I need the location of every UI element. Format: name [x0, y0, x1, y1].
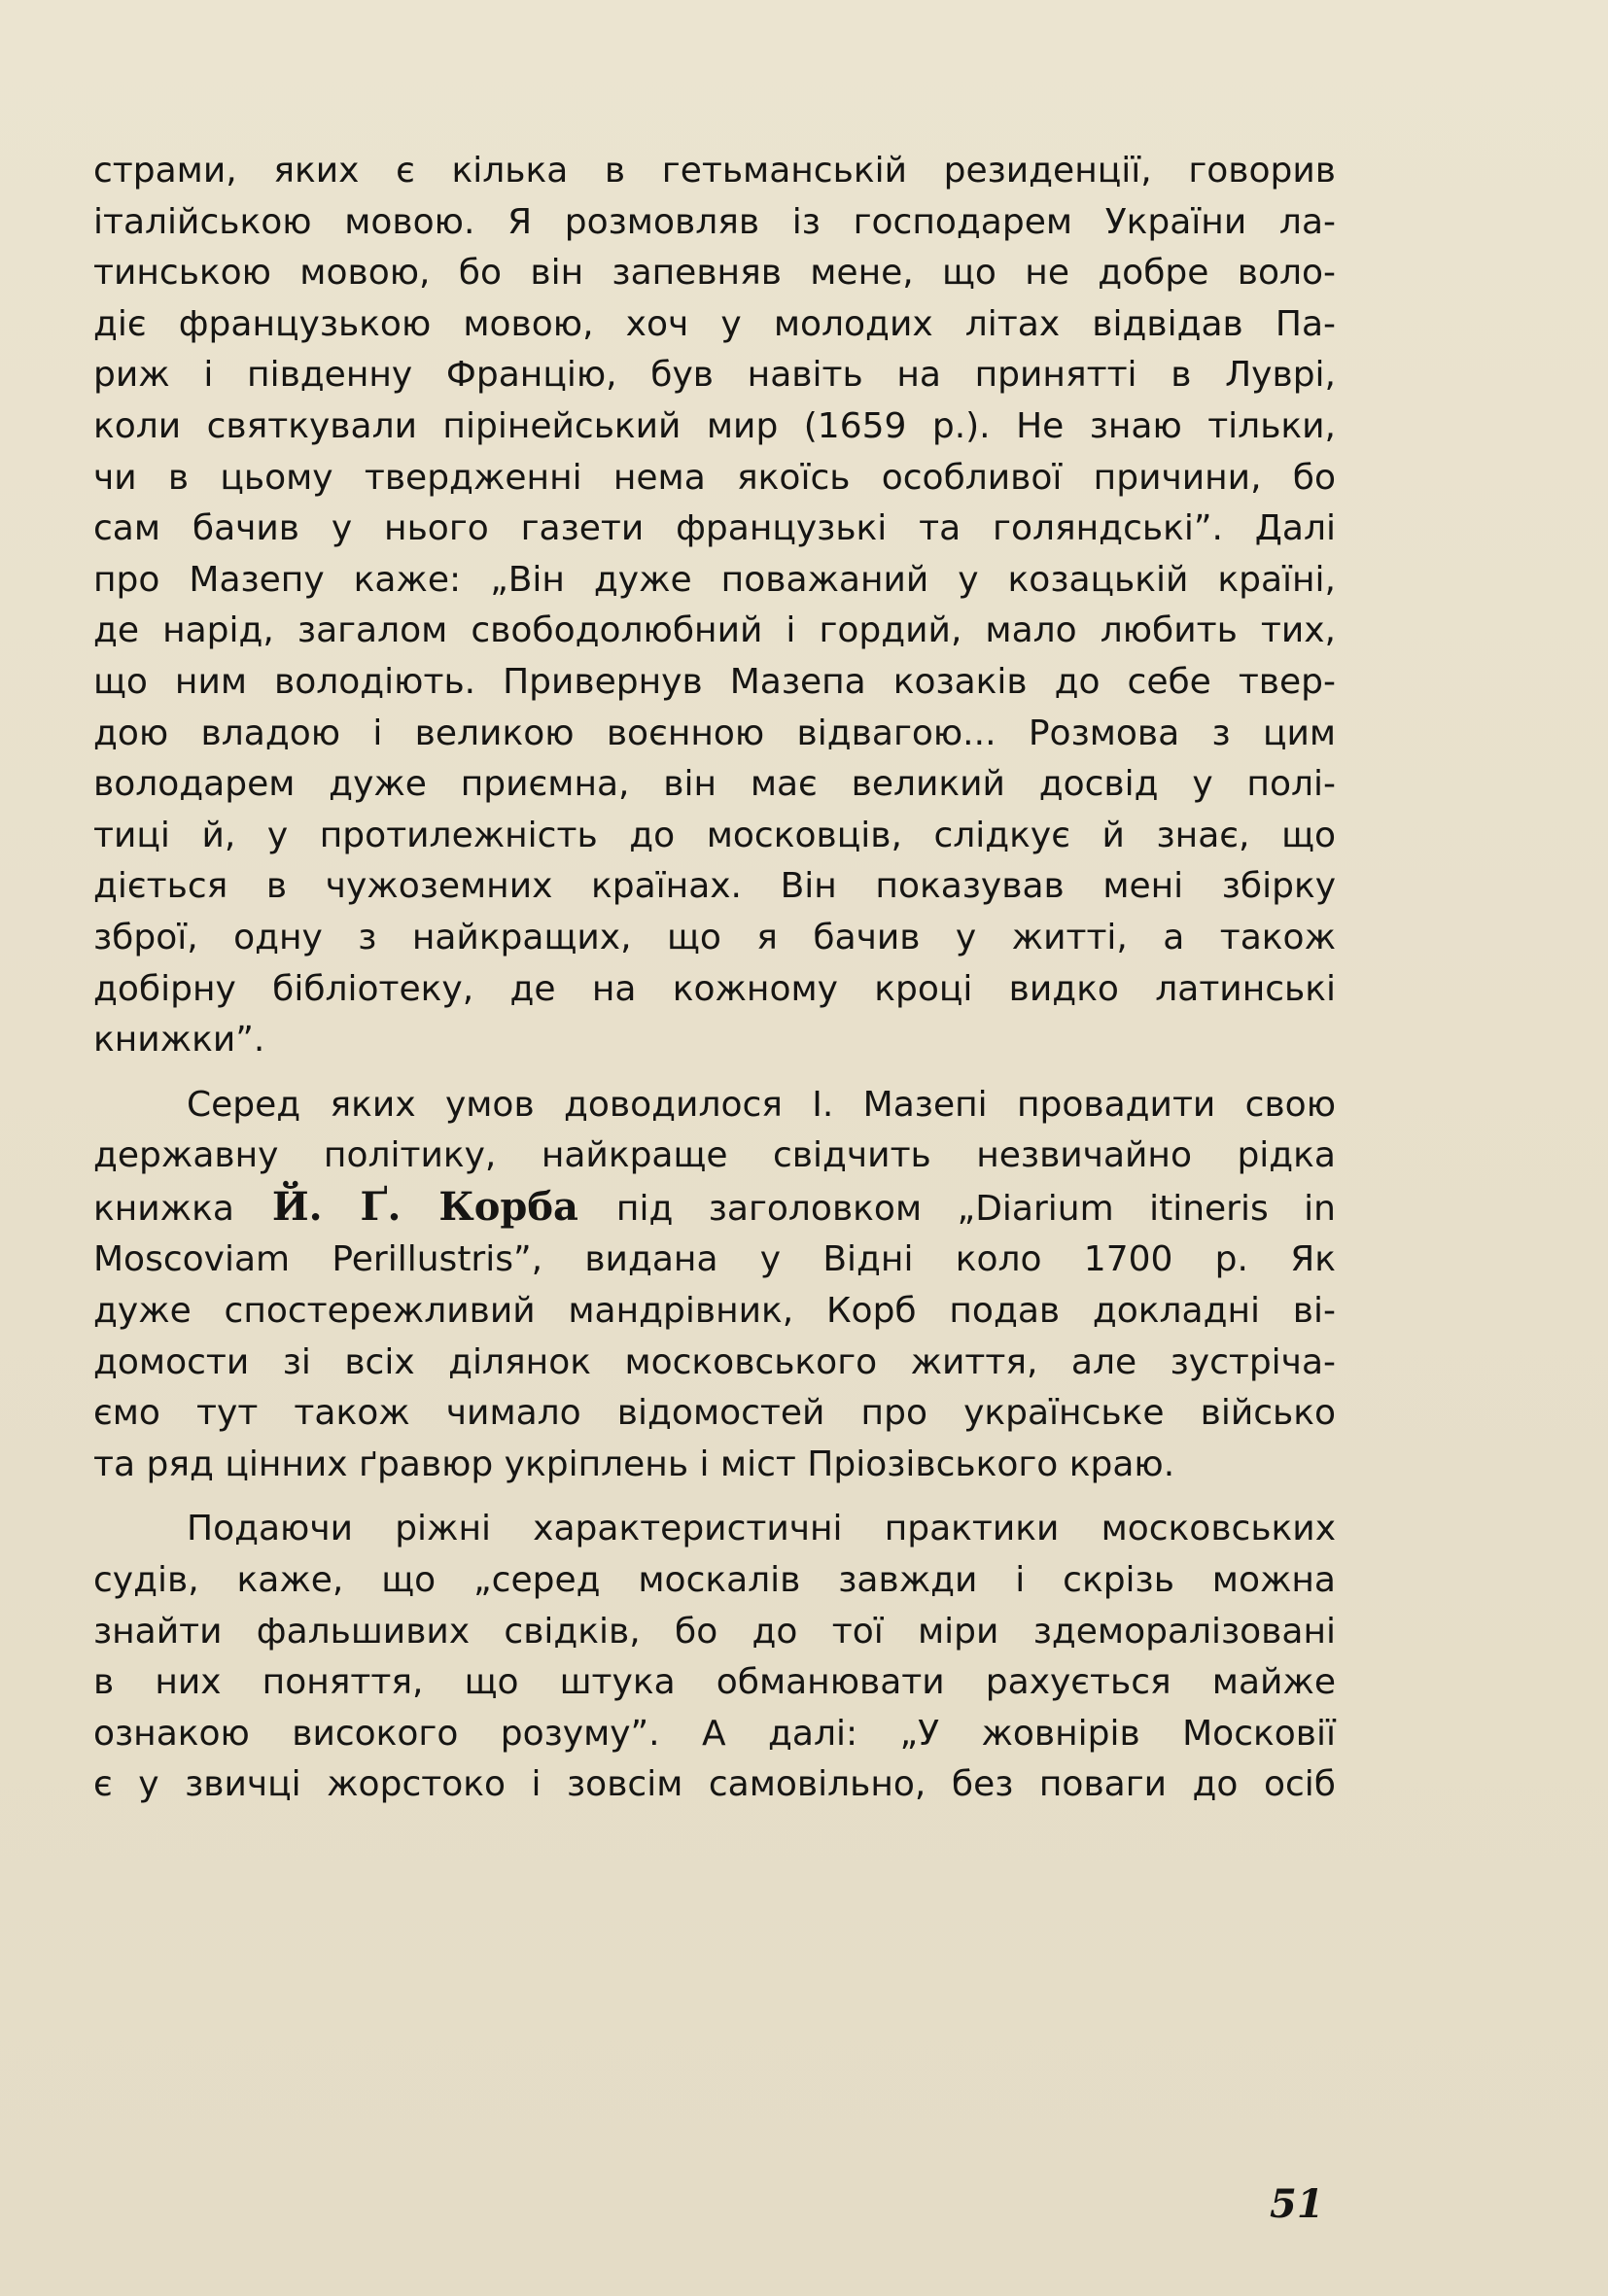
text-line: судів, каже, що „серед москалів завжди і скрізь можна	[93, 1560, 1336, 1601]
text-line: домости зі всіх ділянок московського життя, але зустріча-	[93, 1341, 1336, 1382]
body-text	[93, 146, 1336, 1811]
author-name: Й. Ґ. Корба	[233, 1183, 616, 1230]
text-line: в них поняття, що штука обманювати рахується майже	[93, 1662, 1336, 1703]
text-fragment: під заголовком „Diarium itineris in	[615, 1188, 1336, 1229]
text-line: Moscoviam Perillustris”, видана у Відні коло 1700 р. Як	[93, 1239, 1336, 1280]
text-line: ємо тут також чимало відомостей про українське військо	[93, 1393, 1336, 1434]
text-line: діється в чужоземних країнах. Він показував мені збірку	[93, 866, 1336, 907]
text-line: Подаючи ріжні характеристичні практики московських	[187, 1509, 1336, 1549]
paragraph-1	[93, 146, 1336, 1066]
text-fragment: книжка	[93, 1188, 234, 1229]
paragraph-2	[93, 1080, 1336, 1491]
text-line: та ряд цінних ґравюр укріплень і міст Пріозівського краю.	[93, 1444, 1175, 1484]
text-line: де нарід, загалом свободолюбний і гордий, мало любить тих,	[93, 610, 1336, 651]
text-line: знайти фальшивих свідків, бо до тої міри здеморалізовані	[93, 1611, 1336, 1652]
text-line: є у звичці жорстоко і зовсім самовільно, без поваги до осіб	[93, 1764, 1336, 1805]
text-line: володарем дуже приємна, він має великий досвід у полі-	[93, 764, 1336, 805]
text-line: риж і південну Францію, був навіть на принятті в Луврі,	[93, 355, 1336, 396]
text-line: італійською мовою. Я розмовляв із господарем України ла-	[93, 201, 1336, 242]
text-line: Серед яких умов доводилося І. Мазепі провадити свою	[187, 1084, 1336, 1125]
page-number: 51	[1270, 2181, 1324, 2227]
text-line: тинською мовою, бо він запевняв мене, що не добре воло-	[93, 253, 1336, 294]
text-line: тиці й, у протилежність до московців, слідкує й знає, що	[93, 815, 1336, 855]
text-line: ознакою високого розуму”. А далі: „У жовнірів Московії	[93, 1713, 1336, 1754]
text-line: страми, яких є кілька в гетьманській резиденції, говорив	[93, 151, 1336, 191]
text-line: добірну бібліотеку, де на кожному кроці видко латинські	[93, 968, 1336, 1009]
text-line: дою владою і великою воєнною відвагою... Розмова з цим	[93, 713, 1336, 753]
text-line: що ним володіють. Привернув Мазепа козаків до себе твер-	[93, 661, 1336, 702]
paragraph-3	[93, 1504, 1336, 1811]
text-line: діє французькою мовою, хоч у молодих літах відвідав Па-	[93, 303, 1336, 344]
text-line-with-name	[93, 1182, 1336, 1235]
text-line: книжки”.	[93, 1020, 265, 1061]
text-line: про Мазепу каже: „Він дуже поважаний у козацькій країні,	[93, 559, 1336, 600]
text-line: чи в цьому твердженні нема якоїсь особливої причини, бо	[93, 457, 1336, 498]
text-line: сам бачив у нього газети французькі та голяндські”. Далі	[93, 508, 1336, 549]
text-line: державну політику, найкраще свідчить незвичайно рідка	[93, 1135, 1336, 1176]
text-line: коли святкували пірінейський мир (1659 р.). Не знаю тільки,	[93, 405, 1336, 446]
text-line: дуже спостережливий мандрівник, Корб подав докладні ві-	[93, 1291, 1336, 1332]
text-line: зброї, одну з найкращих, що я бачив у житті, а також	[93, 917, 1336, 957]
